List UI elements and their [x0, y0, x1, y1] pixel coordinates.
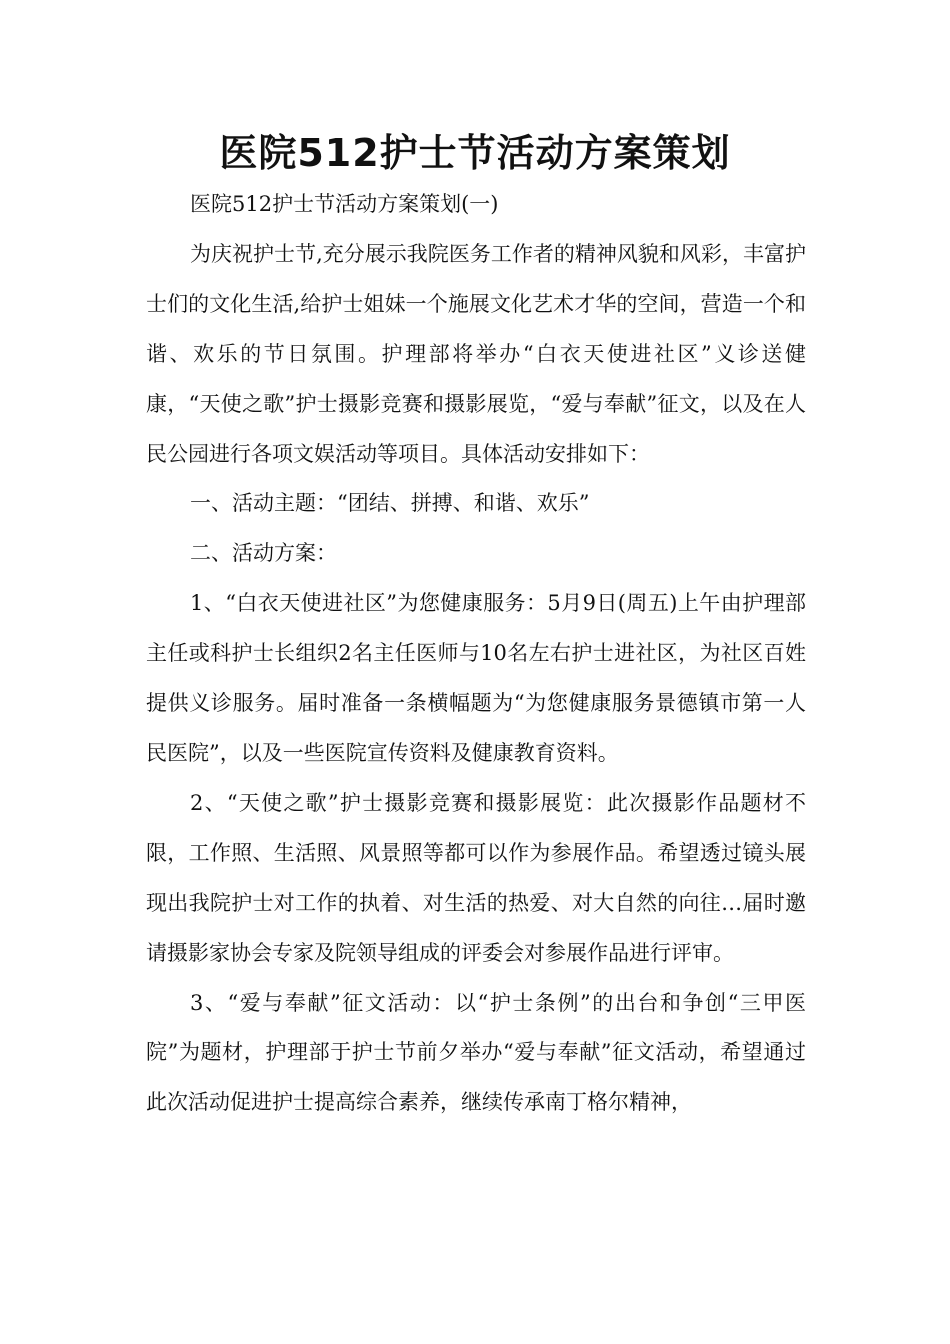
document-body	[146, 180, 806, 1128]
intro-paragraph: 为庆祝护士节,充分展示我院医务工作者的精神风貌和风彩，丰富护士们的文化生活,给护士姐妹一个施展文化艺术才华的空间，营造一个和谐、欢乐的节日氛围。护理部将举办“白衣天使进社区”义诊送健康，“天使之歌”护士摄影竞赛和摄影展览，“爱与奉献”征文，以及在人民公园进行各项文娱活动等项目。具体活动安排如下：	[146, 241, 806, 466]
document-title: 医院512护士节活动方案策划	[219, 131, 731, 175]
plan-heading: 二、活动方案：	[190, 541, 337, 566]
plan-item-3: 3、“爱与奉献”征文活动：以“护士条例”的出台和争创“三甲医院”为题材，护理部于护士节前夕举办“爱与奉献”征文活动，希望通过此次活动促进护士提高综合素养，继续传承南丁格尔精神，	[146, 990, 806, 1115]
theme-paragraph: 一、活动主题：“团结、拼搏、和谐、欢乐”	[190, 491, 590, 516]
plan-item-2: 2、“天使之歌”护士摄影竞赛和摄影展览：此次摄影作品题材不限，工作照、生活照、风景照等都可以作为参展作品。希望透过镜头展现出我院护士对工作的执着、对生活的热爱、对大自然的向往…届时邀请摄影家协会专家及院领导组成的评委会对参展作品进行评审。	[146, 790, 806, 965]
plan-item-1: 1、“白衣天使进社区”为您健康服务：5月9日(周五)上午由护理部主任或科护士长组织2名主任医师与10名左右护士进社区，为社区百姓提供义诊服务。届时准备一条横幅题为“为您健康服务景德镇市第一人民医院”，以及一些医院宣传资料及健康教育资料。	[146, 591, 806, 765]
subtitle-paragraph: 医院512护士节活动方案策划(一)	[190, 192, 499, 216]
